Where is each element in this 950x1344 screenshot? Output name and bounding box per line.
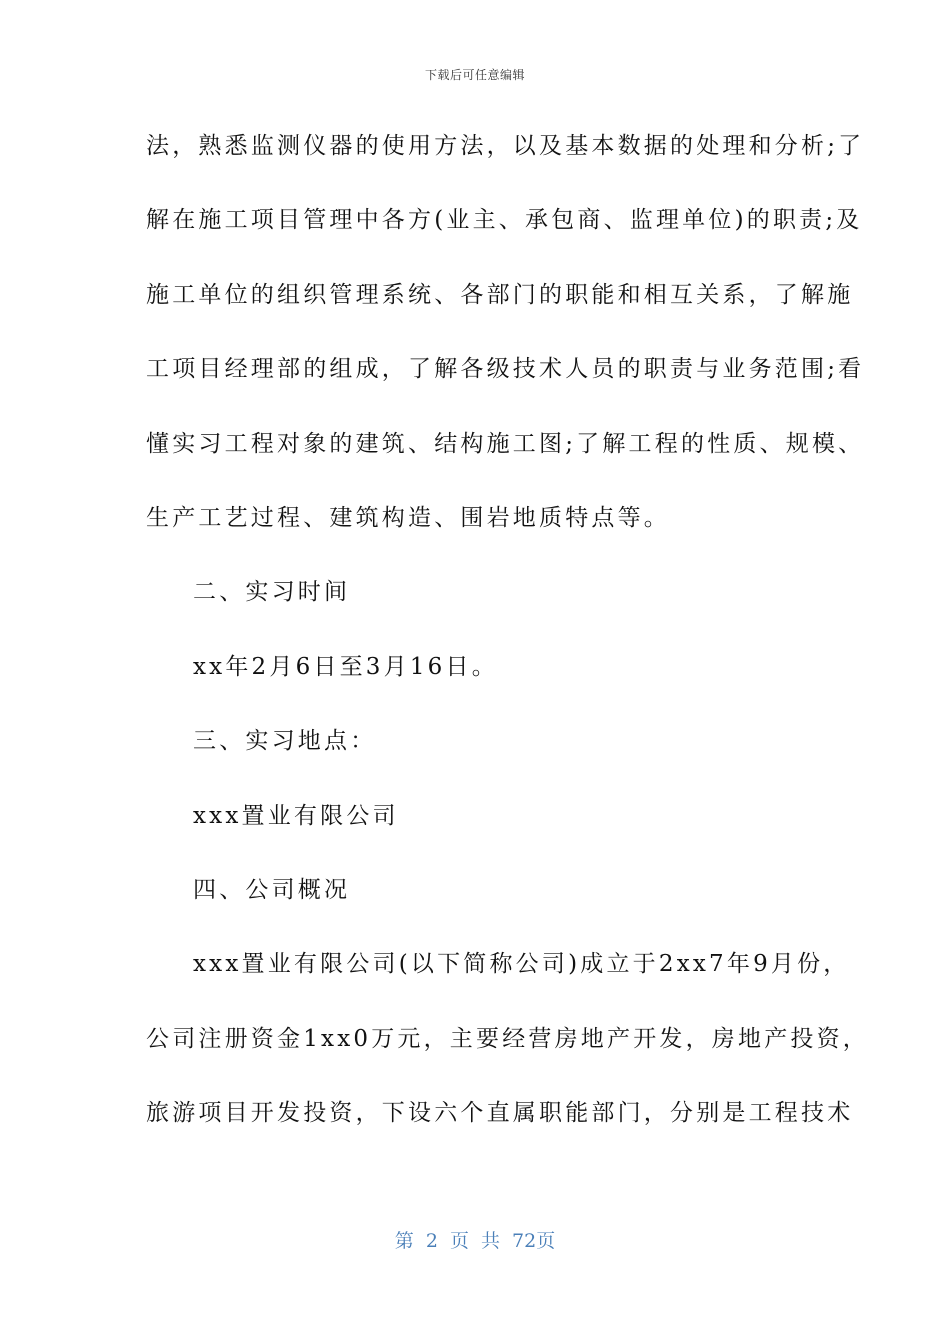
section-heading-time: 二、实习时间 xyxy=(193,579,351,606)
paragraph-line: xx年2月6日至3月16日。 xyxy=(193,653,498,680)
page-header: 下载后可任意编辑 xyxy=(424,68,525,82)
paragraph-line: 懂实习工程对象的建筑、结构施工图;了解工程的性质、规模、 xyxy=(146,430,865,457)
paragraph-line: 工项目经理部的组成，了解各级技术人员的职责与业务范围;看 xyxy=(146,356,865,383)
section-heading-overview: 四、公司概况 xyxy=(193,876,351,903)
paragraph-line: 旅游项目开发投资，下设六个直属职能部门，分别是工程技术 xyxy=(146,1100,854,1127)
paragraph-line: 生产工艺过程、建筑构造、围岩地质特点等。 xyxy=(146,504,670,531)
paragraph-line: xxx置业有限公司(以下简称公司)成立于2xx7年9月份， xyxy=(193,951,850,978)
paragraph-line: 施工单位的组织管理系统、各部门的职能和相互关系，了解施 xyxy=(146,281,854,308)
page-number: 第 2 页 共 72页 xyxy=(394,1230,556,1252)
document-body xyxy=(146,124,870,1165)
paragraph-line: xxx置业有限公司 xyxy=(193,802,399,829)
paragraph-line: 公司注册资金1xx0万元，主要经营房地产开发，房地产投资， xyxy=(146,1025,870,1052)
paragraph-line: 解在施工项目管理中各方(业主、承包商、监理单位)的职责;及 xyxy=(146,207,863,234)
paragraph-line: 法，熟悉监测仪器的使用方法，以及基本数据的处理和分析;了 xyxy=(146,133,865,159)
section-heading-location: 三、实习地点： xyxy=(193,728,377,755)
